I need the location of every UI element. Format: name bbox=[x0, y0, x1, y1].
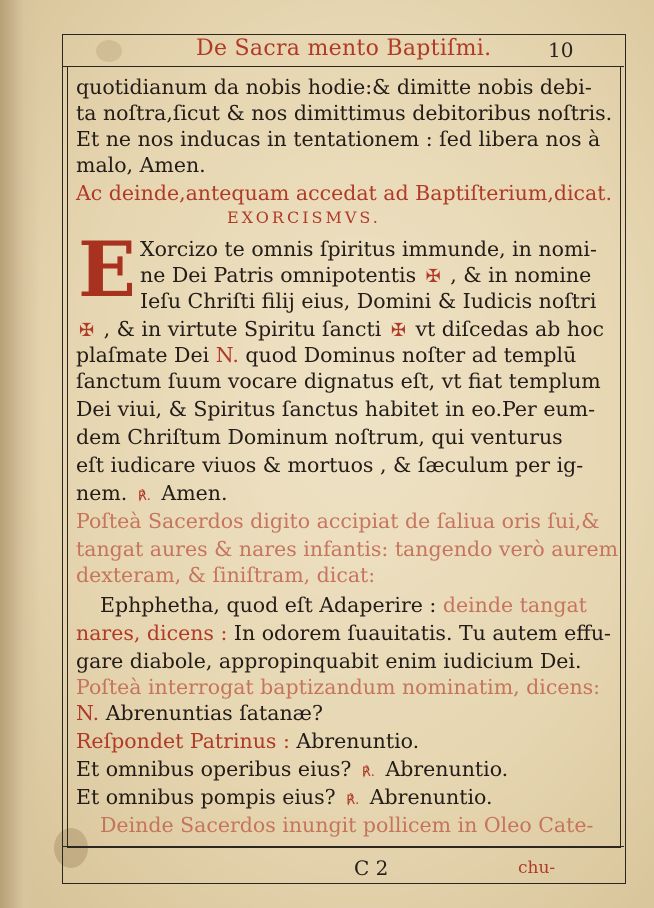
text-line bbox=[76, 700, 323, 726]
text-fragment: vt diſcedas ab hoc bbox=[415, 317, 604, 341]
text-line: Ieſu Chriſti filij eius, Domini & Iudicis noſtri bbox=[140, 289, 597, 313]
text-line bbox=[76, 480, 228, 510]
cross-icon: ✠ bbox=[425, 266, 441, 287]
text-fragment: Ephphetha, quod eſt Adaperire : bbox=[100, 593, 437, 617]
text-line: Xorcizo te omnis ſpiritus immunde, in nomi- bbox=[140, 237, 597, 261]
name-placeholder: N. bbox=[215, 343, 239, 367]
text-fragment: Abrenuntias ſatanæ? bbox=[105, 701, 323, 725]
text-fragment: nem. bbox=[76, 481, 128, 505]
response-icon: ℟. bbox=[361, 765, 375, 780]
footer-rule bbox=[62, 846, 624, 847]
section-title: EXORCISMVS. bbox=[227, 208, 381, 227]
rubric-line: tangat aures & nares infantis: tangendo verò aurem bbox=[76, 537, 619, 561]
text-line bbox=[76, 756, 508, 786]
rubric-fragment: deinde tangat bbox=[442, 593, 587, 617]
text-line: Dei viui, & Spiritus ſanctus habitet in eo.Per eum- bbox=[76, 397, 596, 421]
text-line bbox=[76, 728, 419, 754]
text-line bbox=[76, 316, 604, 344]
rubric-line: Ac deinde,antequam accedat ad Baptiſterium,dicat. bbox=[76, 181, 612, 205]
text-line bbox=[140, 262, 591, 290]
page-number: 10 bbox=[548, 38, 574, 62]
text-fragment: plaſmate Dei bbox=[76, 343, 210, 367]
text-line: ſanctum ſuum vocare dignatus eſt, vt fiat templum bbox=[76, 369, 601, 393]
catchword: chu- bbox=[518, 858, 556, 878]
text-line bbox=[76, 784, 493, 814]
response-icon: ℟. bbox=[137, 489, 151, 504]
text-line: Et ne nos inducas in tentationem : ſed libera nos à bbox=[76, 127, 601, 151]
text-fragment: Abrenuntio. bbox=[385, 757, 509, 781]
rubric-line: dexteram, & ſiniſtram, dicat: bbox=[76, 563, 376, 587]
text-line: malo, Amen. bbox=[76, 153, 206, 177]
text-fragment: In odorem ſuauitatis. Tu autem effu- bbox=[233, 621, 611, 645]
cross-icon: ✠ bbox=[79, 320, 95, 341]
text-fragment: Abrenuntio. bbox=[369, 785, 493, 809]
text-fragment: Amen. bbox=[161, 481, 228, 505]
text-line: gare diabole, appropinquabit enim iudicium Dei. bbox=[76, 649, 582, 673]
rubric-fragment: Reſpondet Patrinus : bbox=[76, 729, 290, 753]
text-line bbox=[100, 592, 587, 618]
running-title: De Sacra mento Baptiſmi. bbox=[196, 36, 492, 61]
text-fragment: quod Dominus noſter ad templū bbox=[245, 343, 577, 367]
text-line bbox=[76, 342, 576, 368]
rubric-line: Poſteà interrogat baptizandum nominatim, dicens: bbox=[76, 675, 601, 699]
text-line bbox=[76, 620, 611, 646]
rubric-fragment: nares, dicens : bbox=[76, 621, 228, 645]
page-gutter bbox=[0, 0, 40, 908]
name-placeholder: N. bbox=[76, 701, 100, 725]
text-line: quotidianum da nobis hodie:& dimitte nobis debi- bbox=[76, 75, 592, 99]
signature-mark: C 2 bbox=[354, 856, 389, 880]
text-line: eſt iudicare viuos & mortuos , & ſæculum per ig- bbox=[76, 453, 584, 477]
text-fragment: , & in virtute Spiritu ſancti bbox=[103, 317, 382, 341]
text-fragment: Et omnibus pompis eius? bbox=[76, 785, 336, 809]
response-icon: ℟. bbox=[346, 793, 360, 808]
text-fragment: , & in nomine bbox=[450, 263, 592, 287]
text-fragment: Et omnibus operibus eius? bbox=[76, 757, 352, 781]
rubric-line: Poſteà Sacerdos digito accipiat de ſaliua oris ſui,& bbox=[76, 509, 600, 533]
rubric-line: Deinde Sacerdos inungit pollicem in Oleo Cate- bbox=[100, 813, 594, 837]
text-fragment: Abrenuntio. bbox=[296, 729, 420, 753]
cross-icon: ✠ bbox=[390, 320, 406, 341]
text-fragment: ne Dei Patris omnipotentis bbox=[140, 263, 417, 287]
text-line: dem Chriſtum Dominum noſtrum, qui venturus bbox=[76, 425, 563, 449]
header-rule bbox=[62, 66, 624, 67]
text-line: ta noſtra,ſicut & nos dimittimus debitoribus noſtris. bbox=[76, 101, 613, 125]
drop-capital: E bbox=[78, 225, 136, 314]
